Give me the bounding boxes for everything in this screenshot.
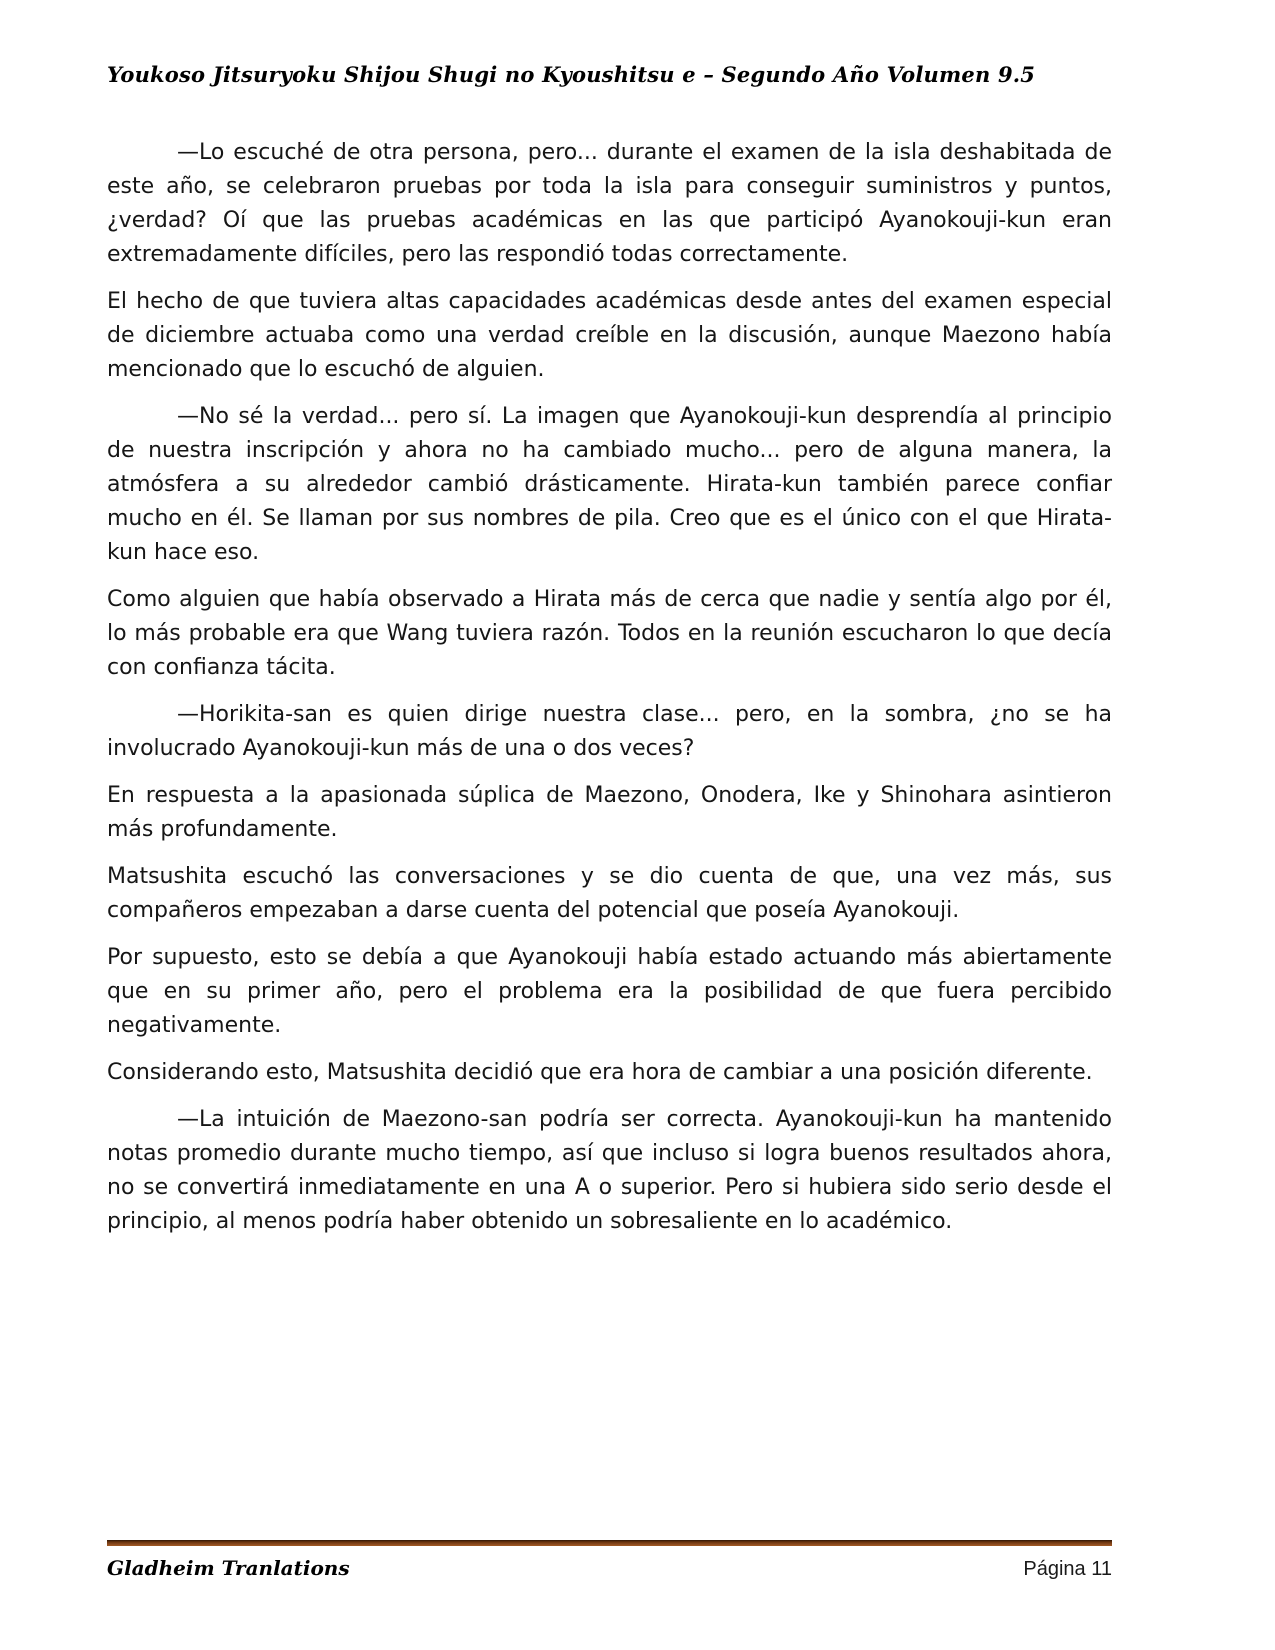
paragraph: Por supuesto, esto se debía a que Ayanokouji había estado actuando más abiertamente que en su primer año, pero el problema era la posibilidad de que fuera percibido negativamente. (107, 945, 1112, 1038)
page-header (107, 62, 1112, 87)
body-text (107, 136, 1112, 1252)
paragraph: —Horikita-san es quien dirige nuestra clase... pero, en la sombra, ¿no se ha involucrado Ayanokouji-kun más de una o dos veces? (107, 702, 1112, 761)
paragraph: En respuesta a la apasionada súplica de Maezono, Onodera, Ike y Shinohara asintieron más profundamente. (107, 783, 1112, 842)
header-title: Youkoso Jitsuryoku Shijou Shugi no Kyoushitsu e – Segundo Año Volumen 9.5 (107, 62, 1036, 87)
page-footer (107, 1540, 1112, 1581)
footer-page-number: Página 11 (1023, 1558, 1112, 1580)
paragraph: —La intuición de Maezono-san podría ser correcta. Ayanokouji-kun ha mantenido notas promedio durante mucho tiempo, así que incluso si logra buenos resultados ahora, no se convertirá inmediatamente en una A o superior. Pero si hubiera sido serio desde el principio, al menos podría haber obtenido un sobresaliente en lo académico. (107, 1107, 1112, 1234)
paragraph: El hecho de que tuviera altas capacidades académicas desde antes del examen especial de diciembre actuaba como una verdad creíble en la discusión, aunque Maezono había mencionado que lo escuchó de alguien. (107, 289, 1112, 382)
paragraph: Matsushita escuchó las conversaciones y se dio cuenta de que, una vez más, sus compañeros empezaban a darse cuenta del potencial que poseía Ayanokouji. (107, 864, 1112, 923)
footer-row (107, 1556, 1112, 1581)
paragraph: Considerando esto, Matsushita decidió que era hora de cambiar a una posición diferente. (107, 1060, 1093, 1085)
paragraph: Como alguien que había observado a Hirata más de cerca que nadie y sentía algo por él, lo más probable era que Wang tuviera razón. Todos en la reunión escucharon lo que decía con confianza tácita. (107, 587, 1112, 680)
paragraph: —No sé la verdad... pero sí. La imagen que Ayanokouji-kun desprendía al principio de nuestra inscripción y ahora no ha cambiado mucho... pero de alguna manera, la atmósfera a su alrededor cambió drásticamente. Hirata-kun también parece confiar mucho en él. Se llaman por sus nombres de pila. Creo que es el único con el que Hirata-kun hace eso. (107, 404, 1112, 565)
footer-translator-credit: Gladheim Tranlations (107, 1556, 350, 1580)
footer-rule (107, 1540, 1112, 1546)
paragraph: —Lo escuché de otra persona, pero... durante el examen de la isla deshabitada de este año, se celebraron pruebas por toda la isla para conseguir suministros y puntos, ¿verdad? Oí que las pruebas académicas en las que participó Ayanokouji-kun eran extremadamente difíciles, pero las respondió todas correctamente. (107, 140, 1112, 267)
